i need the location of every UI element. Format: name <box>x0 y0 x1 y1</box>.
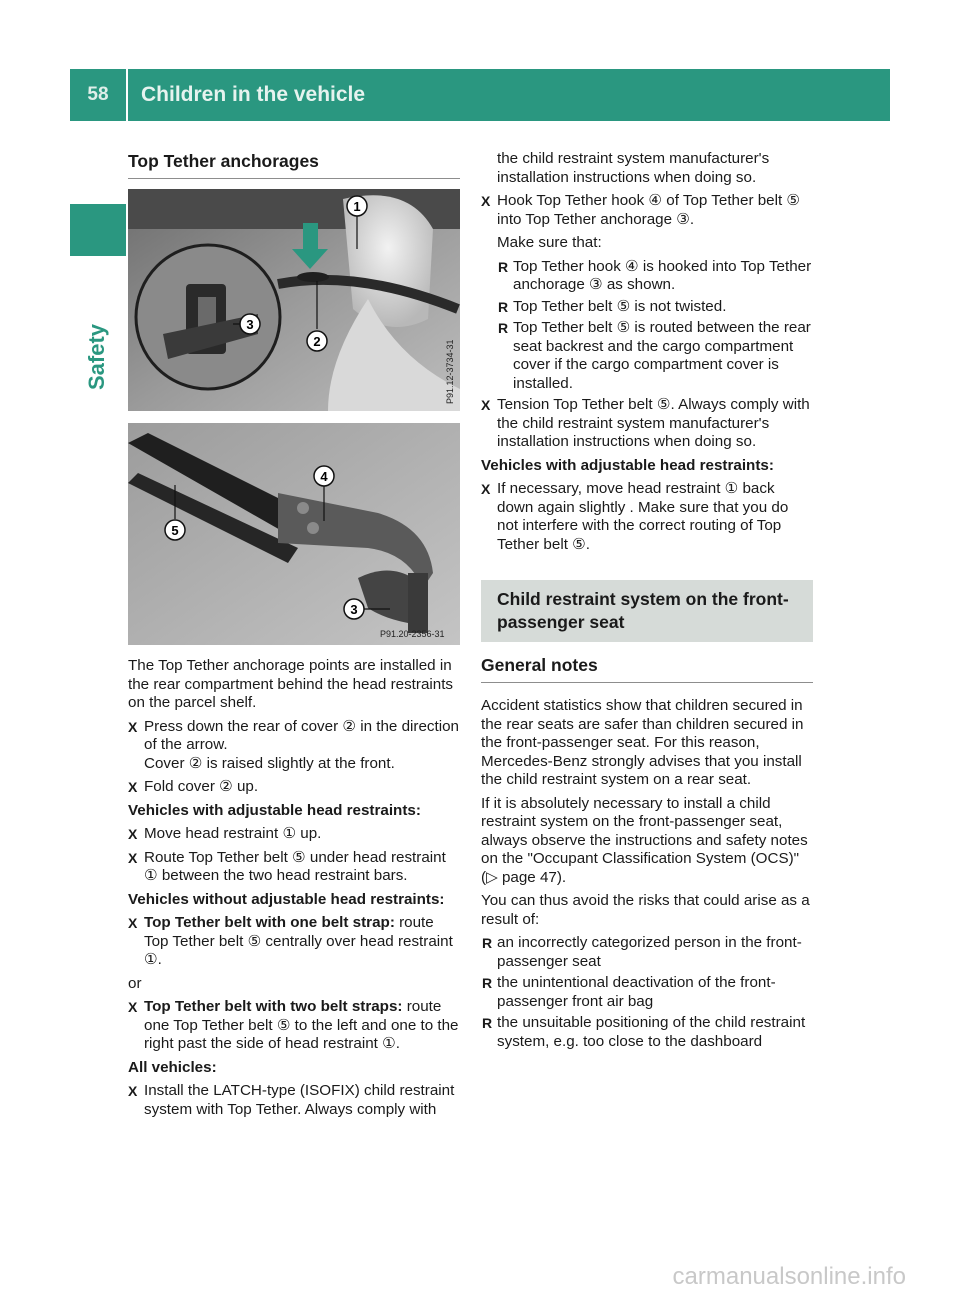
page-ref-link[interactable]: page 47). <box>497 868 567 886</box>
header-divider <box>126 69 128 121</box>
figure-hook-svg <box>128 423 460 645</box>
step-text: route Top Tether belt ⑤ centrally over head restraint ①. <box>144 914 453 968</box>
callout-4 <box>314 466 334 486</box>
step-arrow-icon: X <box>128 999 138 1015</box>
callout-3-text: 3 <box>246 317 254 332</box>
side-tab-block <box>70 204 126 256</box>
risk-item <box>481 1014 813 1051</box>
risk-text: an incorrectly categorized person in the front-passenger seat <box>497 934 802 970</box>
check-item <box>497 319 813 393</box>
callout-3b <box>344 599 364 619</box>
subheading-general-notes: General notes <box>481 654 813 683</box>
step-arrow-icon: X <box>128 718 138 735</box>
callout-1-text: 1 <box>353 199 361 214</box>
step-move-back <box>481 480 813 554</box>
bullet-icon: R <box>498 298 509 315</box>
callout-4-text: 4 <box>320 469 328 484</box>
chapter-title: Children in the vehicle <box>141 82 366 106</box>
step-text: Press down the rear of cover ② in the direction of the arrow. <box>144 717 459 753</box>
step-arrow-icon: X <box>128 915 138 931</box>
bullet-icon: R <box>498 320 509 336</box>
step-arrow-icon: X <box>481 397 491 413</box>
figure1-code: P91.12-3734-31 <box>445 339 455 404</box>
step-continued <box>481 150 813 187</box>
header-bar <box>70 69 890 121</box>
risk-item <box>481 934 813 971</box>
heading-all-vehicles: All vehicles: <box>128 1058 217 1076</box>
step-fold-cover <box>128 778 460 797</box>
side-section-label: Safety <box>84 323 109 390</box>
page-number: 58 <box>87 83 109 105</box>
heading-non-adjustable: Vehicles without adjustable head restraints: <box>128 890 445 908</box>
callout-3 <box>240 314 260 334</box>
callout-5-text: 5 <box>171 523 179 538</box>
callout-5 <box>165 520 185 540</box>
callout-2 <box>307 331 327 351</box>
checks-list <box>481 258 813 394</box>
step-arrow-icon: X <box>481 193 491 209</box>
risk-text: the unintentional deactivation of the front-passenger front air bag <box>497 974 776 1010</box>
check-text: Top Tether hook ④ is hooked into Top Tether anchorage ③ as shown. <box>513 257 812 293</box>
bullet-icon: R <box>482 975 493 991</box>
step-text: Fold cover ② up. <box>144 778 259 795</box>
section-box-front-passenger: Child restraint system on the front-passenger seat <box>481 580 813 642</box>
heading-adjustable: Vehicles with adjustable head restraints: <box>128 801 421 819</box>
step-arrow-icon: X <box>128 779 138 795</box>
section-heading-top-tether: Top Tether anchorages <box>128 150 460 179</box>
step-text: Move head restraint ① up. <box>144 825 322 842</box>
step-text: Route Top Tether belt ⑤ under head restraint ① between the two head restraint bars. <box>144 848 446 884</box>
check-text: Top Tether belt ⑤ is routed between the rear seat backrest and the cargo compartment cover if the cargo compartment cover is installed. <box>513 319 811 392</box>
bullet-icon: R <box>482 1015 493 1031</box>
check-item <box>497 258 813 295</box>
step-text: If necessary, move head restraint ① back down again slightly . Make sure that you do not interfere with the correct routing of Top Tether belt ⑤. <box>497 480 789 553</box>
figure-anchorage-cover <box>128 189 460 411</box>
page-ref-arrow-icon: ▷ <box>486 868 498 886</box>
step-arrow-icon: X <box>128 849 138 866</box>
paragraph-ocs <box>481 795 813 888</box>
step-hook-tether <box>481 192 813 229</box>
step-install-latch <box>128 1082 460 1119</box>
step-text-cont: Cover ② is raised slightly at the front. <box>144 754 395 772</box>
step-arrow-icon: X <box>128 1083 138 1099</box>
step-one-strap <box>128 914 460 970</box>
right-column <box>481 150 813 1054</box>
or-text: or <box>128 974 142 992</box>
step-bold-lead: Top Tether belt with one belt strap: <box>144 914 395 931</box>
ocs-text-a: If it is absolutely necessary to install a child restraint system on the front-passenger seat, always observe the instructions and safety notes on the "Occupant Classification System (OCS)" ( <box>481 794 808 886</box>
step-route-belt <box>128 849 460 886</box>
risks-list <box>481 934 813 1051</box>
step-text: Install the LATCH-type (ISOFIX) child restraint system with Top Tether. Always comply with <box>144 1082 455 1118</box>
callout-1 <box>347 196 367 216</box>
make-sure-text: Make sure that: <box>497 234 602 251</box>
step-arrow-icon: X <box>481 481 491 497</box>
figure2-code: P91.20-2356-31 <box>380 629 445 639</box>
check-item <box>497 298 813 317</box>
paragraph-accident-stats: Accident statistics show that children secured in the rear seats are safer than children secured in the front-passenger seat. For this reason, Mercedes-Benz strongly advises that you install the child restraint system on a rear seat. <box>481 697 804 788</box>
step-bold-lead: Top Tether belt with two belt straps: <box>144 998 403 1015</box>
figure-tether-hook <box>128 423 460 645</box>
check-text: Top Tether belt ⑤ is not twisted. <box>513 297 727 315</box>
risk-item <box>481 974 813 1011</box>
heading-adjustable-right: Vehicles with adjustable head restraints: <box>481 456 774 474</box>
step-tension-belt <box>481 396 813 452</box>
paragraph-risks-intro: You can thus avoid the risks that could arise as a result of: <box>481 892 810 928</box>
step-press-cover <box>128 718 460 774</box>
intro-paragraph: The Top Tether anchorage points are installed in the rear compartment behind the head restraints on the parcel shelf. <box>128 657 454 711</box>
step-text: the child restraint system manufacturer's installation instructions when doing so. <box>497 150 770 186</box>
callout-2-text: 2 <box>313 334 321 349</box>
bullet-icon: R <box>482 935 493 951</box>
step-text: Hook Top Tether hook ④ of Top Tether belt ⑤ into Top Tether anchorage ③. <box>497 192 801 228</box>
step-text: route one Top Tether belt ⑤ to the left and one to the right past the side of head restraint ①. <box>144 998 459 1052</box>
bullet-icon: R <box>498 258 509 275</box>
step-arrow-icon: X <box>128 826 138 842</box>
step-two-straps <box>128 998 460 1054</box>
callout-3b-text: 3 <box>350 602 358 617</box>
step-text: Tension Top Tether belt ⑤. Always comply with the child restraint system manufacturer's installation instructions when doing so. <box>497 396 810 450</box>
figure-anchorage-svg <box>128 189 460 411</box>
step-move-restraint <box>128 825 460 844</box>
watermark: carmanualsonline.info <box>672 1263 906 1290</box>
risk-text: the unsuitable positioning of the child restraint system, e.g. too close to the dashboard <box>497 1014 806 1050</box>
left-column <box>128 150 460 1124</box>
